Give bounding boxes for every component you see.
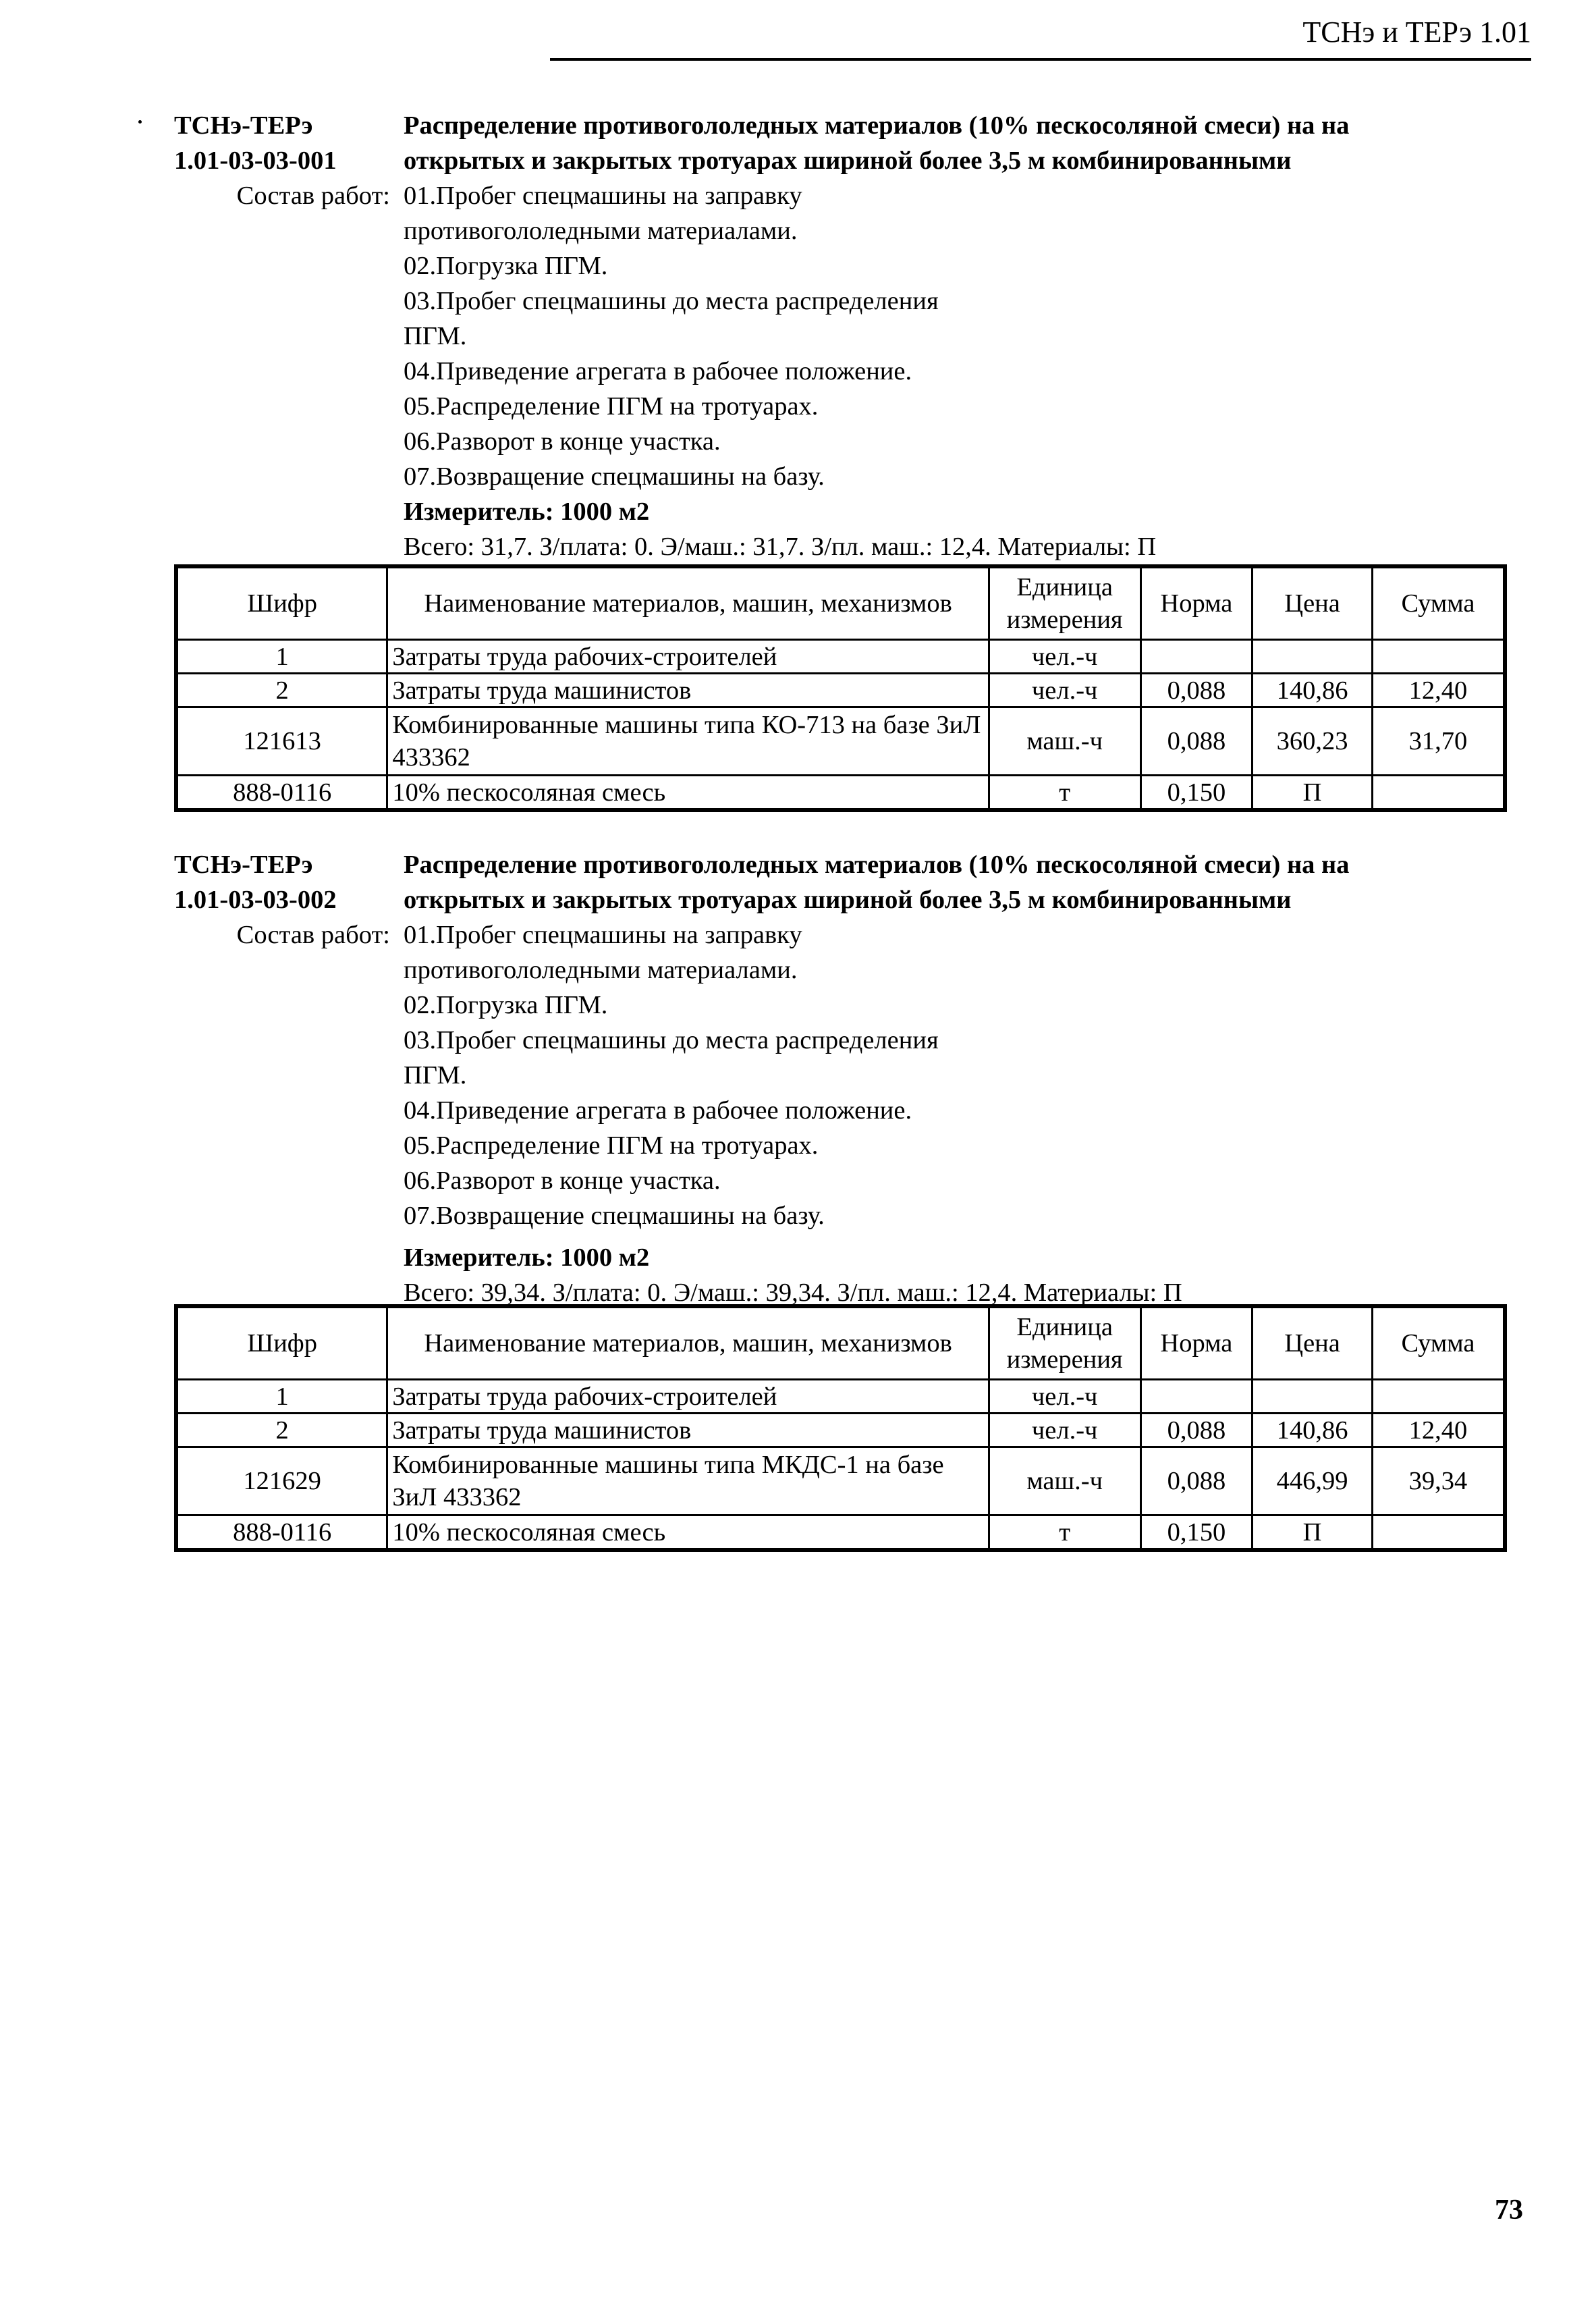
cell-price	[1253, 640, 1373, 674]
entry-title-line1: Распределение противогололедных материалов (10% пескосоляной смеси) на на	[404, 851, 1350, 879]
code-label: ТСНэ-ТЕРэ	[174, 111, 313, 140]
table-header-row	[176, 566, 1505, 640]
cell-sum	[1372, 776, 1505, 811]
cell-price: П	[1253, 776, 1373, 811]
work-step: 05.Распределение ПГМ на тротуарах.	[404, 1131, 819, 1160]
cell-name: Комбинированные машины типа МКДС-1 на базе ЗиЛ 433362	[387, 1447, 989, 1515]
col-header-norm: Норма	[1140, 566, 1253, 640]
cell-sum: 39,34	[1372, 1447, 1505, 1515]
cell-name: Затраты труда машинистов	[387, 674, 989, 707]
cell-code: 888-0116	[176, 776, 387, 811]
work-step: 03.Пробег спецмашины до места распределения	[404, 1026, 939, 1054]
work-step: 04.Приведение агрегата в рабочее положение.	[404, 1096, 912, 1125]
work-step: 01.Пробег спецмашины на заправку	[404, 182, 802, 210]
entry-title-line2: открытых и закрытых тротуарах шириной более 3,5 м комбинированными	[404, 146, 1292, 175]
cell-norm: 0,088	[1140, 1447, 1253, 1515]
cell-norm: 0,088	[1140, 1414, 1253, 1447]
cell-code: 1	[176, 640, 387, 674]
entry-title-line1: Распределение противогололедных материалов (10% пескосоляной смеси) на на	[404, 111, 1350, 140]
table-row	[176, 1414, 1505, 1447]
cell-price	[1253, 1380, 1373, 1414]
cell-code: 1	[176, 1380, 387, 1414]
work-step: 06.Разворот в конце участка.	[404, 427, 721, 456]
work-step: ПГМ.	[404, 1061, 467, 1090]
cell-norm: 0,088	[1140, 707, 1253, 776]
code-label: ТСНэ-ТЕРэ	[174, 851, 313, 879]
cell-norm: 0,150	[1140, 776, 1253, 811]
cell-unit: т	[989, 776, 1140, 811]
cell-sum	[1372, 1380, 1505, 1414]
work-step: противогололедными материалами.	[404, 956, 798, 984]
cell-code: 121629	[176, 1447, 387, 1515]
cell-unit: маш.-ч	[989, 1447, 1140, 1515]
col-header-price: Цена	[1253, 566, 1373, 640]
col-header-code: Шифр	[176, 1306, 387, 1380]
cell-name: Затраты труда машинистов	[387, 1414, 989, 1447]
work-step: 07.Возвращение спецмашины на базу.	[404, 1202, 825, 1230]
col-header-norm: Норма	[1140, 1306, 1253, 1380]
table-row	[176, 776, 1505, 811]
cell-norm: 0,150	[1140, 1515, 1253, 1551]
work-step: 02.Погрузка ПГМ.	[404, 991, 608, 1019]
resources-table	[174, 1304, 1507, 1552]
resources-table	[174, 564, 1507, 812]
table-row	[176, 1515, 1505, 1551]
entry-code: 1.01-03-03-001	[174, 146, 337, 175]
cell-norm	[1140, 1380, 1253, 1414]
cell-norm: 0,088	[1140, 674, 1253, 707]
cell-sum: 12,40	[1372, 674, 1505, 707]
col-header-name: Наименование материалов, машин, механизмов	[387, 1306, 989, 1380]
cell-name: Комбинированные машины типа КО-713 на базе ЗиЛ 433362	[387, 707, 989, 776]
col-header-sum: Сумма	[1372, 1306, 1505, 1380]
totals-line: Всего: 31,7. З/плата: 0. Э/маш.: 31,7. З/пл. маш.: 12,4. Материалы: П	[404, 533, 1157, 561]
cell-norm	[1140, 640, 1253, 674]
cell-price: 360,23	[1253, 707, 1373, 776]
cell-unit: чел.-ч	[989, 640, 1140, 674]
entry-title-line2: открытых и закрытых тротуарах шириной более 3,5 м комбинированными	[404, 886, 1292, 914]
margin-dot	[138, 120, 142, 124]
measure-unit: Измеритель: 1000 м2	[404, 498, 650, 526]
cell-unit: чел.-ч	[989, 1380, 1140, 1414]
work-step: 03.Пробег спецмашины до места распределения	[404, 287, 939, 315]
work-step: 06.Разворот в конце участка.	[404, 1166, 721, 1195]
col-header-sum: Сумма	[1372, 566, 1505, 640]
work-step: противогололедными материалами.	[404, 217, 798, 245]
table-row	[176, 1447, 1505, 1515]
page-number: 73	[1495, 2195, 1523, 2226]
cell-name: 10% пескосоляная смесь	[387, 1515, 989, 1551]
work-step: 04.Приведение агрегата в рабочее положение.	[404, 357, 912, 385]
cell-price: 140,86	[1253, 1414, 1373, 1447]
table-row	[176, 1380, 1505, 1414]
work-step: 01.Пробег спецмашины на заправку	[404, 921, 802, 949]
col-header-price: Цена	[1253, 1306, 1373, 1380]
cell-unit: маш.-ч	[989, 707, 1140, 776]
running-header: ТСНэ и ТЕРэ 1.01	[1302, 16, 1531, 49]
table-row	[176, 707, 1505, 776]
work-step: 05.Распределение ПГМ на тротуарах.	[404, 392, 819, 421]
table-header-row	[176, 1306, 1505, 1380]
cell-price: П	[1253, 1515, 1373, 1551]
cell-unit: т	[989, 1515, 1140, 1551]
table-row	[176, 640, 1505, 674]
cell-unit: чел.-ч	[989, 1414, 1140, 1447]
header-rule	[550, 58, 1531, 61]
cell-code: 888-0116	[176, 1515, 387, 1551]
work-step: 02.Погрузка ПГМ.	[404, 252, 608, 280]
cell-unit: чел.-ч	[989, 674, 1140, 707]
cell-name: 10% пескосоляная смесь	[387, 776, 989, 811]
cell-sum	[1372, 640, 1505, 674]
table-row	[176, 674, 1505, 707]
cell-code: 2	[176, 1414, 387, 1447]
totals-line: Всего: 39,34. З/плата: 0. Э/маш.: 39,34. З/пл. маш.: 12,4. Материалы: П	[404, 1279, 1182, 1307]
work-composition-label: Состав работ:	[236, 182, 390, 210]
col-header-unit: Единица измерения	[989, 1306, 1140, 1380]
col-header-unit: Единица измерения	[989, 566, 1140, 640]
work-composition-label: Состав работ:	[236, 921, 390, 949]
work-step: ПГМ.	[404, 322, 467, 350]
entry-code: 1.01-03-03-002	[174, 886, 337, 914]
cell-code: 2	[176, 674, 387, 707]
norm-entry-2	[174, 847, 1504, 1547]
cell-name: Затраты труда рабочих-строителей	[387, 640, 989, 674]
col-header-name: Наименование материалов, машин, механизмов	[387, 566, 989, 640]
cell-sum	[1372, 1515, 1505, 1551]
col-header-code: Шифр	[176, 566, 387, 640]
cell-sum: 31,70	[1372, 707, 1505, 776]
norm-entry-1	[174, 108, 1504, 807]
cell-sum: 12,40	[1372, 1414, 1505, 1447]
cell-code: 121613	[176, 707, 387, 776]
cell-price: 446,99	[1253, 1447, 1373, 1515]
cell-price: 140,86	[1253, 674, 1373, 707]
measure-unit: Измеритель: 1000 м2	[404, 1243, 650, 1272]
work-step: 07.Возвращение спецмашины на базу.	[404, 462, 825, 491]
cell-name: Затраты труда рабочих-строителей	[387, 1380, 989, 1414]
